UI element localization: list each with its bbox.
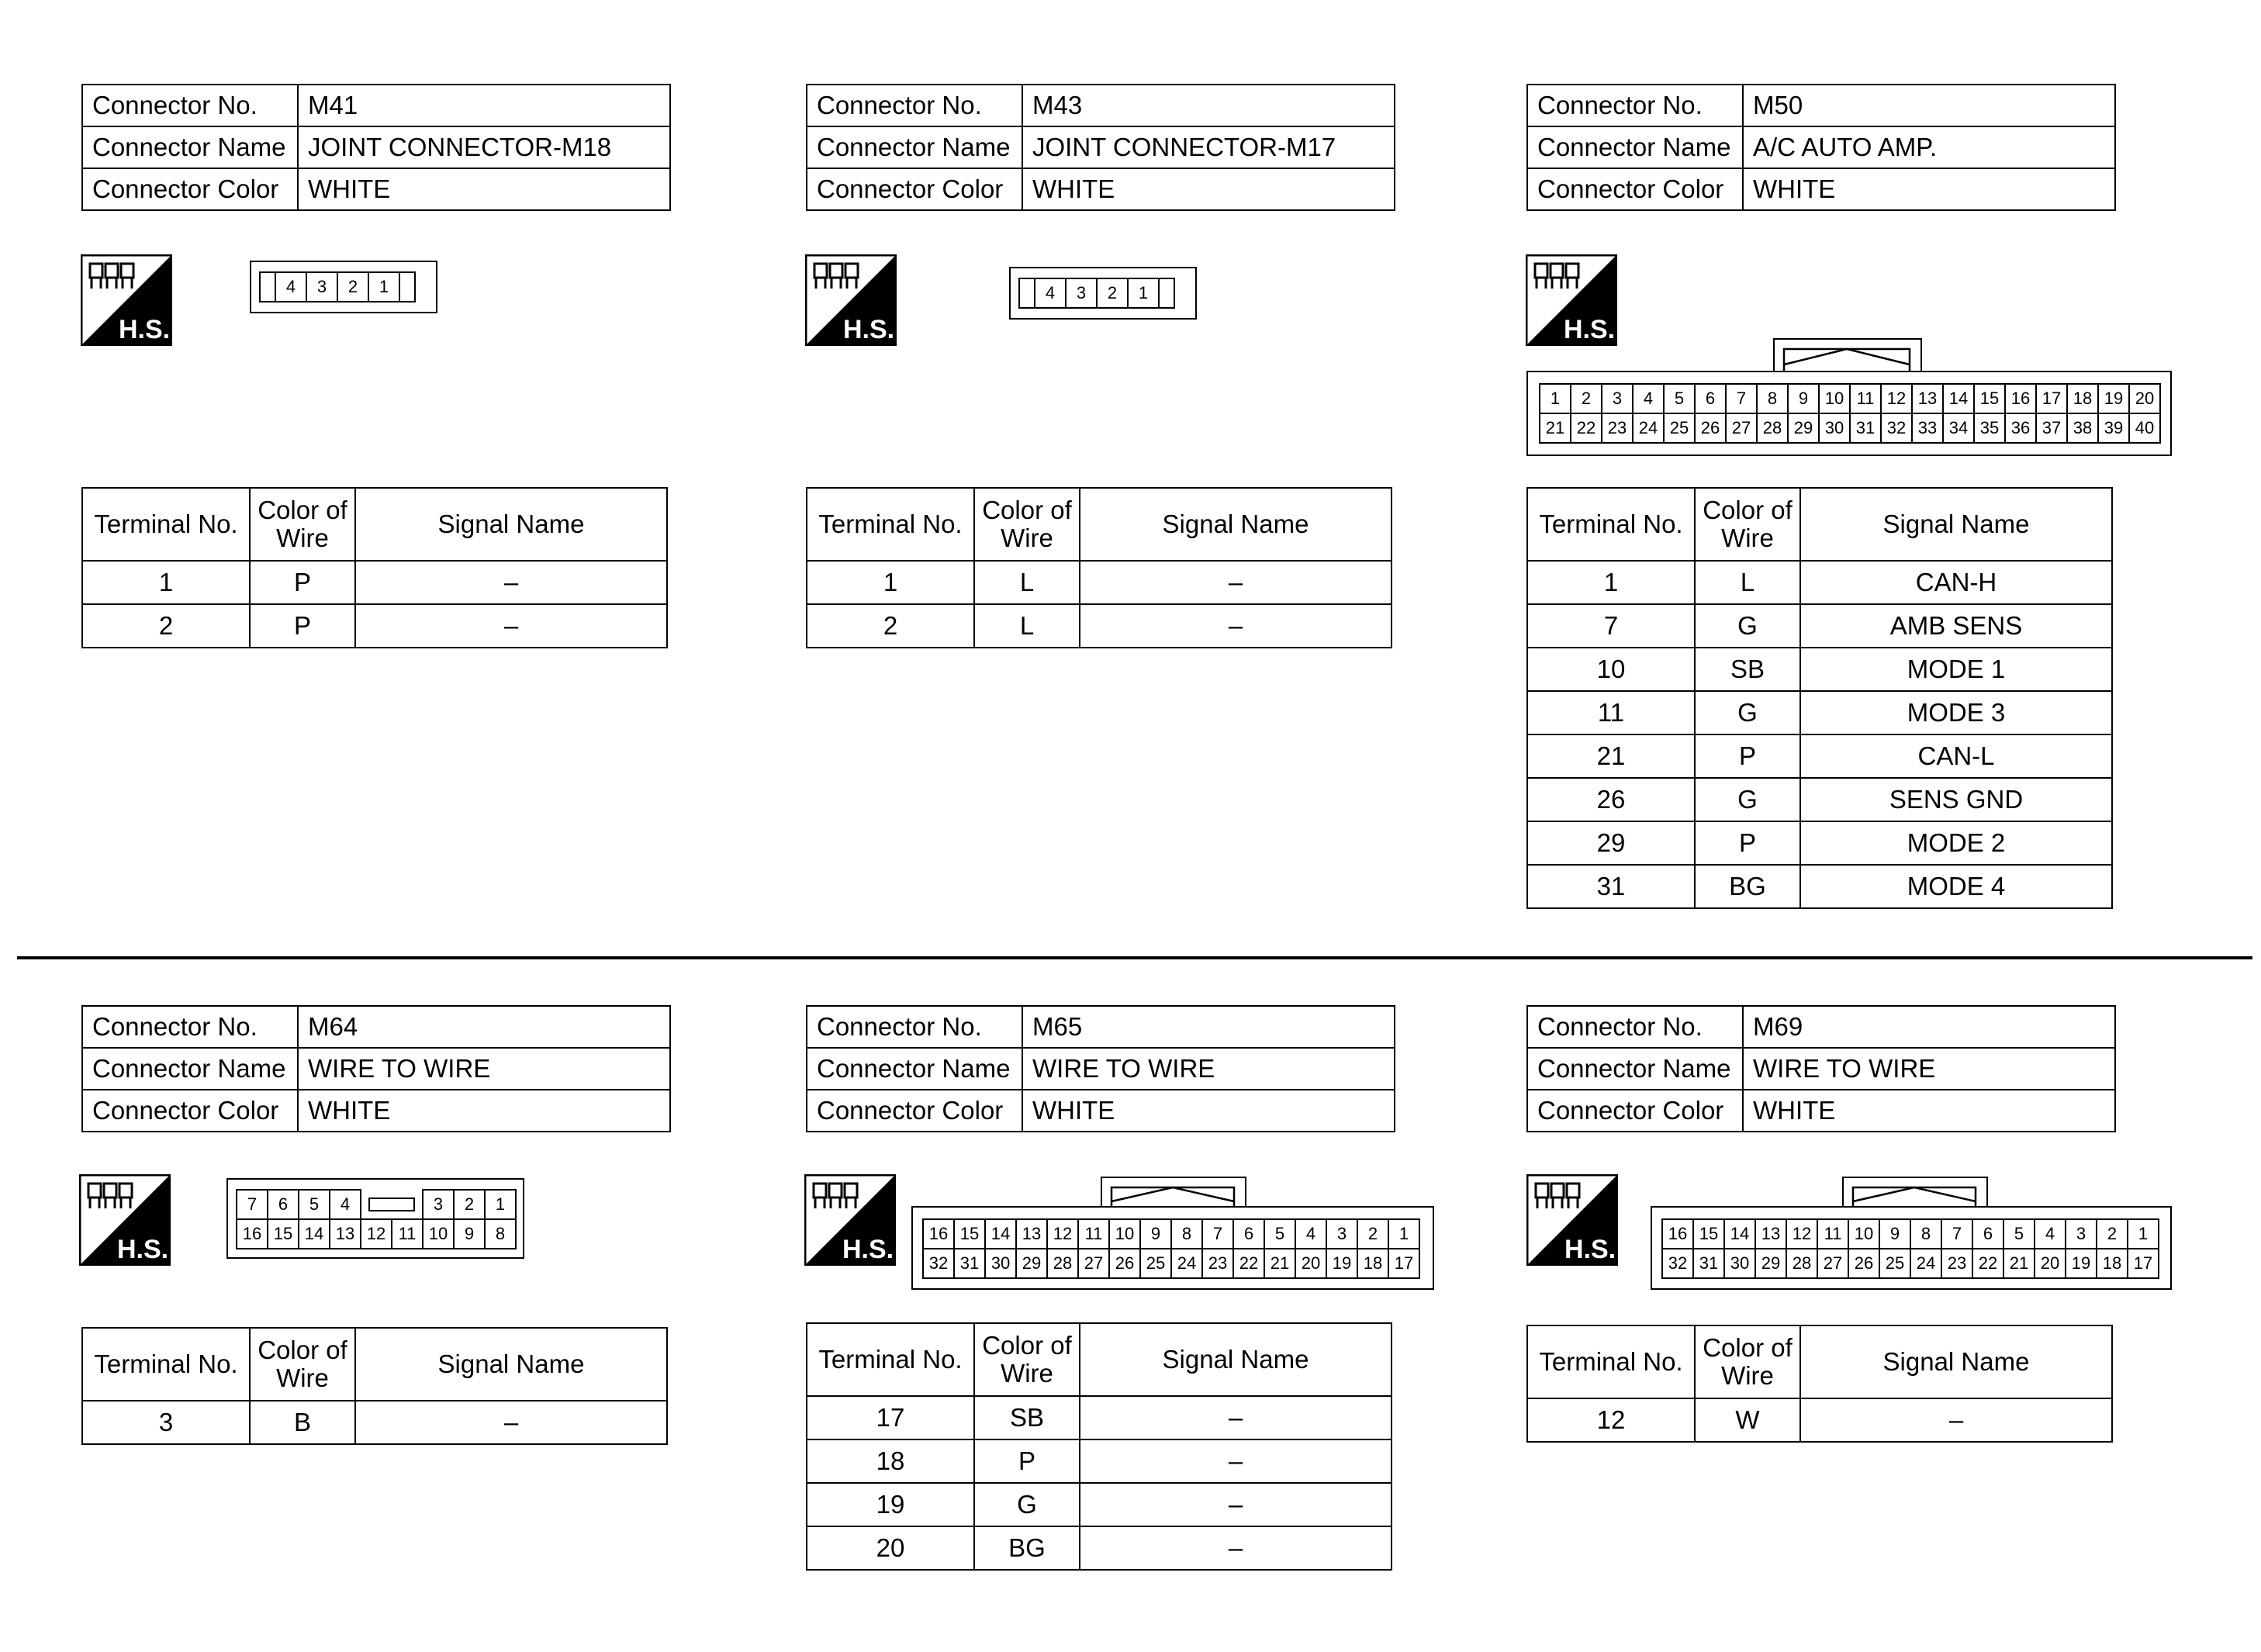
pin: 15 xyxy=(268,1219,299,1249)
pin: 17 xyxy=(2128,1249,2159,1278)
pin: 2 xyxy=(454,1190,485,1219)
connector-panel-m43 xyxy=(806,84,1395,211)
table-row: 20 BG – xyxy=(807,1526,1392,1570)
signal-name-header: Signal Name xyxy=(1080,488,1392,561)
connector-color-label: Connector Color xyxy=(82,168,298,210)
pin: 15 xyxy=(1974,384,2005,413)
pin: 8 xyxy=(485,1219,516,1249)
pin: 29 xyxy=(1016,1249,1047,1278)
lock-slot xyxy=(260,272,275,302)
pin-grid xyxy=(259,271,416,302)
terminal-no-header: Terminal No. xyxy=(82,488,250,561)
hs-label: H.S. xyxy=(1563,315,1616,344)
pin: 18 xyxy=(2067,384,2098,413)
pin: 31 xyxy=(954,1249,985,1278)
signal-name-header: Signal Name xyxy=(1080,1323,1392,1396)
lock-slot xyxy=(361,1190,423,1219)
wire-color-header: Color of Wire xyxy=(974,1323,1080,1396)
harness-side-icon xyxy=(1526,254,1617,346)
pin: 24 xyxy=(1633,413,1664,443)
connector-no-value: M64 xyxy=(298,1006,670,1048)
pin: 5 xyxy=(299,1190,330,1219)
pin: 1 xyxy=(1540,384,1571,413)
lock-slot xyxy=(399,272,415,302)
connector-color-value: WHITE xyxy=(1743,168,2115,210)
connector-panel-m41 xyxy=(81,84,671,211)
signal-name-header: Signal Name xyxy=(1800,488,2112,561)
terminal-table-m69 xyxy=(1526,1325,2113,1443)
connector-no-label: Connector No. xyxy=(807,85,1022,126)
table-row: 31 BG MODE 4 xyxy=(1527,865,2112,908)
hs-label: H.S. xyxy=(116,1235,169,1264)
pin: 11 xyxy=(1078,1219,1109,1249)
connector-no-value: M65 xyxy=(1022,1006,1395,1048)
pin: 3 xyxy=(306,272,337,302)
connector-name-label: Connector Name xyxy=(807,1048,1022,1090)
pin: 14 xyxy=(1943,384,1974,413)
pin: 21 xyxy=(1540,413,1571,443)
connector-no-label: Connector No. xyxy=(82,85,298,126)
harness-side-icon xyxy=(81,254,172,346)
pin: 39 xyxy=(2098,413,2129,443)
pin: 2 xyxy=(2097,1219,2128,1249)
connector-color-value: WHITE xyxy=(298,1090,670,1132)
pin: 28 xyxy=(1786,1249,1817,1278)
table-row: 18 P – xyxy=(807,1439,1392,1483)
pin: 8 xyxy=(1757,384,1788,413)
pin: 10 xyxy=(1848,1219,1879,1249)
pin: 23 xyxy=(1602,413,1633,443)
pin: 25 xyxy=(1140,1249,1171,1278)
table-row: 19 G – xyxy=(807,1483,1392,1526)
pin: 30 xyxy=(1724,1249,1755,1278)
pin: 16 xyxy=(237,1219,268,1249)
connector-color-label: Connector Color xyxy=(1527,168,1743,210)
table-row: 2 P – xyxy=(82,604,667,648)
connector-info-table xyxy=(1526,84,2116,211)
connector-face-m69 xyxy=(1651,1206,2172,1290)
pin: 6 xyxy=(1972,1219,2003,1249)
pin: 24 xyxy=(1171,1249,1202,1278)
pin: 10 xyxy=(1109,1219,1140,1249)
pin: 14 xyxy=(985,1219,1016,1249)
lock-tab-shape xyxy=(1844,1178,1986,1210)
pin: 15 xyxy=(1693,1219,1724,1249)
pin: 28 xyxy=(1757,413,1788,443)
table-row: 21 P CAN-L xyxy=(1527,734,2112,778)
pin: 1 xyxy=(2128,1219,2159,1249)
pin: 27 xyxy=(1817,1249,1848,1278)
pin: 12 xyxy=(1881,384,1912,413)
connector-no-value: M41 xyxy=(298,85,670,126)
pin: 26 xyxy=(1848,1249,1879,1278)
pin: 4 xyxy=(1295,1219,1326,1249)
harness-side-icon xyxy=(79,1174,171,1266)
wire-color-header: Color of Wire xyxy=(1695,488,1800,561)
pin: 5 xyxy=(1264,1219,1295,1249)
connector-name-label: Connector Name xyxy=(1527,1048,1743,1090)
pin: 9 xyxy=(1788,384,1819,413)
connector-face-m41 xyxy=(250,261,437,313)
connector-info-table xyxy=(81,84,671,211)
connector-info-table xyxy=(806,1005,1395,1132)
pin: 14 xyxy=(299,1219,330,1249)
terminal-table-m50 xyxy=(1526,487,2113,909)
connector-panel-m65 xyxy=(806,1005,1395,1132)
pin: 4 xyxy=(1035,278,1066,308)
pin: 31 xyxy=(1850,413,1881,443)
pin: 22 xyxy=(1233,1249,1264,1278)
pin: 3 xyxy=(1066,278,1097,308)
table-row: 3 B – xyxy=(82,1401,667,1444)
pin: 6 xyxy=(268,1190,299,1219)
pin: 40 xyxy=(2129,413,2160,443)
pin: 22 xyxy=(1972,1249,2003,1278)
pin: 34 xyxy=(1943,413,1974,443)
pin: 13 xyxy=(1912,384,1943,413)
table-row: 12 W – xyxy=(1527,1398,2112,1442)
pin: 30 xyxy=(1819,413,1850,443)
lock-tab-shape xyxy=(1775,340,1920,375)
pin: 5 xyxy=(2003,1219,2035,1249)
connector-name-label: Connector Name xyxy=(82,1048,298,1090)
pin: 23 xyxy=(1202,1249,1233,1278)
harness-side-icon xyxy=(805,254,897,346)
hs-label: H.S. xyxy=(842,1235,894,1264)
pin: 36 xyxy=(2005,413,2036,443)
pin: 29 xyxy=(1788,413,1819,443)
pin-grid xyxy=(236,1189,517,1249)
connector-color-value: WHITE xyxy=(1022,168,1395,210)
pin: 4 xyxy=(330,1190,361,1219)
pin: 28 xyxy=(1047,1249,1078,1278)
pin: 18 xyxy=(1357,1249,1388,1278)
connector-no-label: Connector No. xyxy=(1527,85,1743,126)
pin: 32 xyxy=(1662,1249,1693,1278)
pin: 13 xyxy=(330,1219,361,1249)
connector-no-label: Connector No. xyxy=(82,1006,298,1048)
pin: 2 xyxy=(1357,1219,1388,1249)
table-row: 7 G AMB SENS xyxy=(1527,604,2112,648)
pin: 24 xyxy=(1910,1249,1941,1278)
connector-panel-m50 xyxy=(1526,84,2116,211)
pin: 7 xyxy=(237,1190,268,1219)
pin: 30 xyxy=(985,1249,1016,1278)
connector-name-label: Connector Name xyxy=(1527,126,1743,168)
wire-color-header: Color of Wire xyxy=(974,488,1080,561)
connector-name-value: WIRE TO WIRE xyxy=(298,1048,670,1090)
pin: 16 xyxy=(923,1219,954,1249)
connector-name-value: JOINT CONNECTOR-M17 xyxy=(1022,126,1395,168)
pin-grid xyxy=(1539,383,2161,444)
connector-no-label: Connector No. xyxy=(1527,1006,1743,1048)
pin: 1 xyxy=(485,1190,516,1219)
connector-panel-m64 xyxy=(81,1005,671,1132)
pin: 1 xyxy=(368,272,399,302)
pin: 3 xyxy=(423,1190,454,1219)
connector-lock-tab xyxy=(1773,338,1922,375)
wire-color-header: Color of Wire xyxy=(250,1328,355,1401)
pin: 11 xyxy=(1850,384,1881,413)
pin: 20 xyxy=(2129,384,2160,413)
pin: 9 xyxy=(454,1219,485,1249)
pin: 13 xyxy=(1755,1219,1786,1249)
connector-info-table xyxy=(806,84,1395,211)
pin: 12 xyxy=(361,1219,392,1249)
pin: 1 xyxy=(1388,1219,1419,1249)
pin: 20 xyxy=(1295,1249,1326,1278)
table-row: 1 L CAN-H xyxy=(1527,561,2112,604)
pin: 38 xyxy=(2067,413,2098,443)
wire-color-header: Color of Wire xyxy=(1695,1325,1800,1398)
lock-slot xyxy=(1019,278,1035,308)
connector-no-value: M50 xyxy=(1743,85,2115,126)
pin: 26 xyxy=(1109,1249,1140,1278)
pin: 5 xyxy=(1664,384,1695,413)
table-row: 11 G MODE 3 xyxy=(1527,691,2112,734)
pin: 32 xyxy=(923,1249,954,1278)
pin: 31 xyxy=(1693,1249,1724,1278)
connector-color-label: Connector Color xyxy=(1527,1090,1743,1132)
pin: 12 xyxy=(1047,1219,1078,1249)
connector-face-m43 xyxy=(1009,267,1197,320)
terminal-table-m64 xyxy=(81,1327,668,1445)
pin: 21 xyxy=(1264,1249,1295,1278)
connector-info-table xyxy=(81,1005,671,1132)
terminal-no-header: Terminal No. xyxy=(82,1328,250,1401)
pin: 22 xyxy=(1571,413,1602,443)
pin: 17 xyxy=(1388,1249,1419,1278)
harness-side-icon xyxy=(804,1174,896,1266)
table-row: 26 G SENS GND xyxy=(1527,778,2112,821)
pin: 8 xyxy=(1171,1219,1202,1249)
pin: 9 xyxy=(1140,1219,1171,1249)
pin: 19 xyxy=(2066,1249,2097,1278)
pin: 9 xyxy=(1879,1219,1910,1249)
pin: 1 xyxy=(1128,278,1159,308)
pin: 13 xyxy=(1016,1219,1047,1249)
pin: 7 xyxy=(1726,384,1757,413)
pin: 27 xyxy=(1726,413,1757,443)
section-divider xyxy=(17,956,2252,959)
connector-panel-m69 xyxy=(1526,1005,2116,1132)
pin: 25 xyxy=(1664,413,1695,443)
pin: 12 xyxy=(1786,1219,1817,1249)
pin-grid xyxy=(922,1218,1420,1279)
pin: 7 xyxy=(1941,1219,1972,1249)
pin: 16 xyxy=(1662,1219,1693,1249)
table-row: 1 L – xyxy=(807,561,1392,604)
pin: 3 xyxy=(1602,384,1633,413)
pin: 15 xyxy=(954,1219,985,1249)
table-row: 2 L – xyxy=(807,604,1392,648)
pin: 21 xyxy=(2003,1249,2035,1278)
terminal-no-header: Terminal No. xyxy=(1527,488,1695,561)
pin: 4 xyxy=(275,272,306,302)
pin: 10 xyxy=(423,1219,454,1249)
connector-color-value: WHITE xyxy=(1022,1090,1395,1132)
pin: 16 xyxy=(2005,384,2036,413)
connector-name-value: WIRE TO WIRE xyxy=(1743,1048,2115,1090)
connector-lock-tab xyxy=(1842,1177,1988,1210)
pin: 17 xyxy=(2036,384,2067,413)
connector-face-m50 xyxy=(1526,371,2172,456)
pin: 8 xyxy=(1910,1219,1941,1249)
connector-color-value: WHITE xyxy=(1743,1090,2115,1132)
signal-name-header: Signal Name xyxy=(355,488,667,561)
hs-label: H.S. xyxy=(842,315,895,344)
pin: 11 xyxy=(392,1219,423,1249)
table-row: 17 SB – xyxy=(807,1396,1392,1439)
pin: 19 xyxy=(2098,384,2129,413)
connector-name-label: Connector Name xyxy=(807,126,1022,168)
pin: 35 xyxy=(1974,413,2005,443)
harness-side-icon xyxy=(1526,1174,1618,1266)
hs-label: H.S. xyxy=(1564,1235,1616,1264)
pin: 26 xyxy=(1695,413,1726,443)
pin: 25 xyxy=(1879,1249,1910,1278)
pin: 10 xyxy=(1819,384,1850,413)
terminal-table-m41 xyxy=(81,487,668,648)
pin: 32 xyxy=(1881,413,1912,443)
connector-color-label: Connector Color xyxy=(82,1090,298,1132)
connector-name-label: Connector Name xyxy=(82,126,298,168)
pin: 11 xyxy=(1817,1219,1848,1249)
pin-grid xyxy=(1018,278,1175,309)
connector-name-value: JOINT CONNECTOR-M18 xyxy=(298,126,670,168)
connector-face-m64 xyxy=(226,1178,524,1259)
pin: 20 xyxy=(2035,1249,2066,1278)
pin: 4 xyxy=(2035,1219,2066,1249)
table-row: 29 P MODE 2 xyxy=(1527,821,2112,865)
connector-info-table xyxy=(1526,1005,2116,1132)
connector-lock-tab xyxy=(1101,1177,1246,1210)
pin: 37 xyxy=(2036,413,2067,443)
connector-name-value: WIRE TO WIRE xyxy=(1022,1048,1395,1090)
pin: 18 xyxy=(2097,1249,2128,1278)
pin: 19 xyxy=(1326,1249,1357,1278)
connector-color-value: WHITE xyxy=(298,168,670,210)
pin: 2 xyxy=(337,272,368,302)
terminal-no-header: Terminal No. xyxy=(1527,1325,1695,1398)
signal-name-header: Signal Name xyxy=(355,1328,667,1401)
connector-no-value: M43 xyxy=(1022,85,1395,126)
pin: 33 xyxy=(1912,413,1943,443)
pin: 29 xyxy=(1755,1249,1786,1278)
terminal-table-m43 xyxy=(806,487,1392,648)
connector-no-label: Connector No. xyxy=(807,1006,1022,1048)
pin: 3 xyxy=(2066,1219,2097,1249)
pin-grid xyxy=(1661,1218,2159,1279)
signal-name-header: Signal Name xyxy=(1800,1325,2112,1398)
pin: 14 xyxy=(1724,1219,1755,1249)
pin: 3 xyxy=(1326,1219,1357,1249)
lock-tab-shape xyxy=(1102,1178,1245,1210)
lock-slot xyxy=(1159,278,1174,308)
pin: 27 xyxy=(1078,1249,1109,1278)
connector-no-value: M69 xyxy=(1743,1006,2115,1048)
connector-name-value: A/C AUTO AMP. xyxy=(1743,126,2115,168)
hs-label: H.S. xyxy=(118,315,171,344)
terminal-no-header: Terminal No. xyxy=(807,1323,974,1396)
pin: 6 xyxy=(1695,384,1726,413)
wire-color-header: Color of Wire xyxy=(250,488,355,561)
pin: 4 xyxy=(1633,384,1664,413)
pin: 2 xyxy=(1097,278,1128,308)
pin: 2 xyxy=(1571,384,1602,413)
table-row: 1 P – xyxy=(82,561,667,604)
terminal-no-header: Terminal No. xyxy=(807,488,974,561)
connector-color-label: Connector Color xyxy=(807,1090,1022,1132)
terminal-table-m65 xyxy=(806,1322,1392,1571)
connector-color-label: Connector Color xyxy=(807,168,1022,210)
connector-face-m65 xyxy=(911,1206,1434,1290)
pin: 23 xyxy=(1941,1249,1972,1278)
pin: 7 xyxy=(1202,1219,1233,1249)
table-row: 10 SB MODE 1 xyxy=(1527,648,2112,691)
pin: 6 xyxy=(1233,1219,1264,1249)
